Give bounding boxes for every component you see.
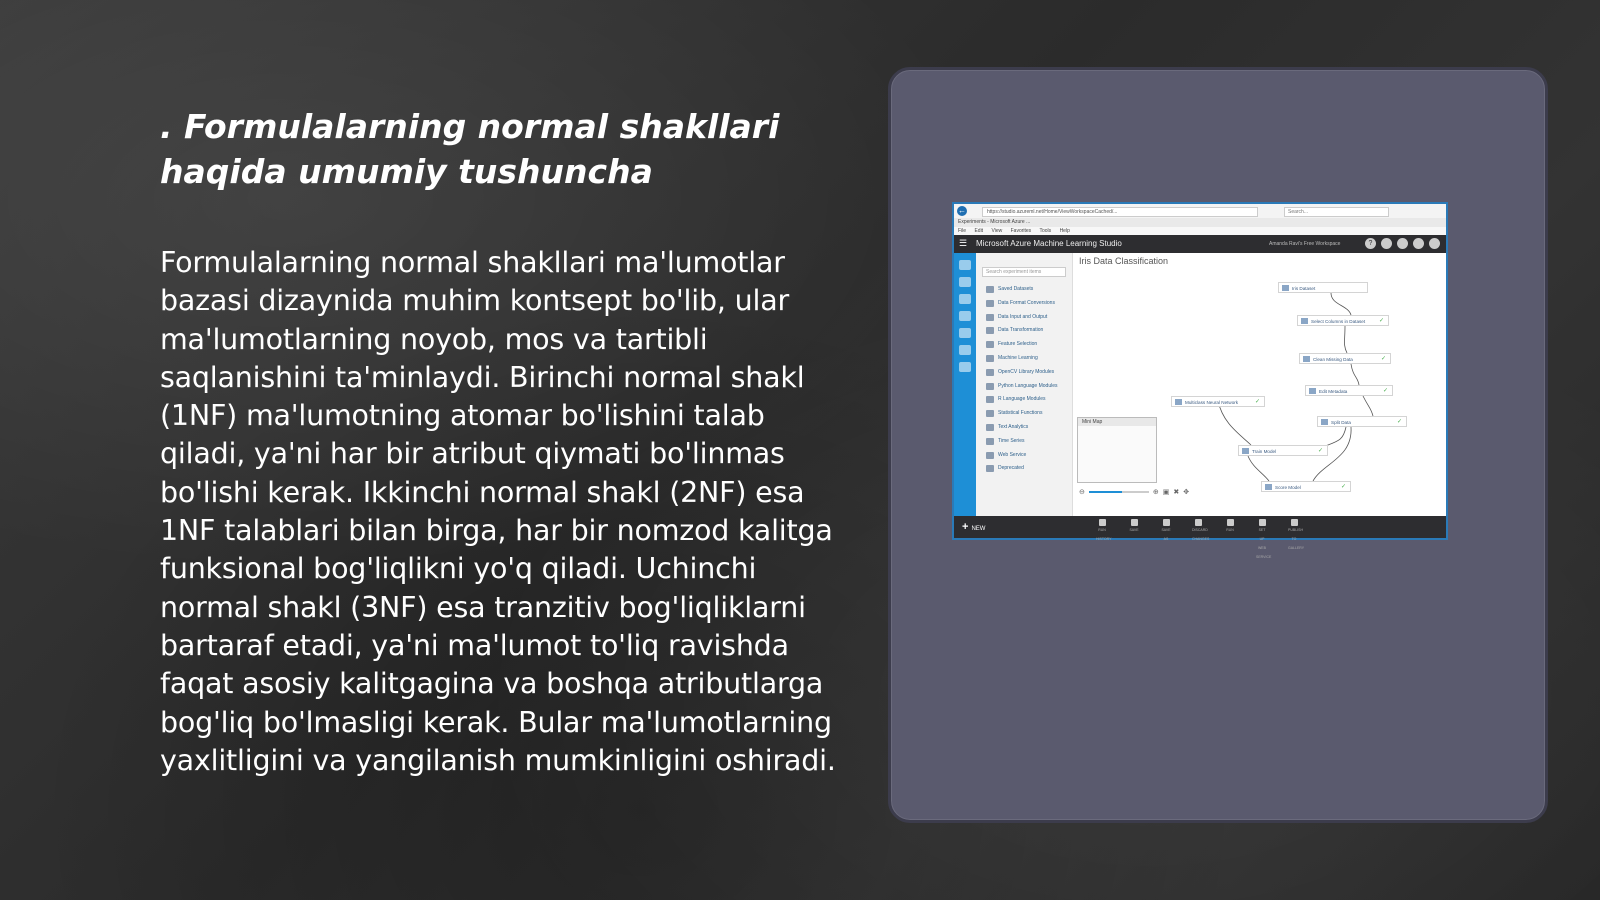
datasets-icon[interactable] <box>959 328 971 338</box>
settings-icon[interactable] <box>959 362 971 372</box>
save-button[interactable]: SAVE <box>1128 519 1140 535</box>
palette-item[interactable]: Data Input and Output <box>976 311 1072 325</box>
module-node[interactable]: Score Model ✓ <box>1261 481 1351 492</box>
palette-item[interactable]: Data Transformation <box>976 324 1072 338</box>
palette-item[interactable]: Statistical Functions <box>976 407 1072 421</box>
palette-search-input[interactable]: Search experiment items <box>982 267 1066 277</box>
experiments-icon[interactable] <box>959 277 971 287</box>
module-node[interactable]: Split Data ✓ <box>1317 416 1407 427</box>
menu-edit[interactable]: Edit <box>974 228 984 234</box>
back-icon[interactable]: ← <box>958 206 966 215</box>
menu-file[interactable]: File <box>958 228 967 234</box>
mini-map-label: Mini Map <box>1078 418 1156 426</box>
address-bar[interactable]: https://studio.azureml.net/Home/ViewWorkspaceCached/... <box>982 207 1258 217</box>
publish-button[interactable]: PUBLISH TO GALLERY <box>1288 519 1300 535</box>
module-node[interactable]: Multiclass Neural Network ✓ <box>1171 396 1265 407</box>
browser-search[interactable]: Search... <box>1284 207 1389 217</box>
palette-item[interactable]: Saved Datasets <box>976 283 1072 297</box>
pan-icon[interactable]: ✥ <box>1183 489 1190 496</box>
embedded-screenshot <box>952 202 1448 559</box>
palette-item[interactable]: Data Format Conversions <box>976 297 1072 311</box>
feedback-icon[interactable] <box>1397 238 1408 249</box>
run-history-button[interactable]: RUN HISTORY <box>1096 519 1108 535</box>
workspace-name[interactable]: Amanda Ravi's Free Workspace <box>1269 241 1341 247</box>
discard-button[interactable]: DISCARD CHANGES <box>1192 519 1204 535</box>
module-node[interactable]: Iris Dataset <box>1278 282 1368 293</box>
menu-favorites[interactable]: Favorites <box>1010 228 1032 234</box>
palette-item[interactable]: Machine Learning <box>976 352 1072 366</box>
smiley-icon[interactable] <box>1413 238 1424 249</box>
actual-size-icon[interactable]: ✖ <box>1173 489 1180 496</box>
chat-icon[interactable] <box>1381 238 1392 249</box>
trained-models-icon[interactable] <box>959 345 971 355</box>
web-services-icon[interactable] <box>959 294 971 304</box>
header-icons <box>1365 238 1440 249</box>
menu-tools[interactable]: Tools <box>1039 228 1052 234</box>
zoom-control[interactable] <box>1079 487 1239 497</box>
new-button[interactable]: + NEW <box>962 521 986 533</box>
palette-item[interactable]: Deprecated <box>976 462 1072 476</box>
palette-item[interactable]: Text Analytics <box>976 421 1072 435</box>
projects-icon[interactable] <box>959 260 971 270</box>
experiment-canvas[interactable] <box>1073 253 1446 516</box>
app-title: Microsoft Azure Machine Learning Studio <box>976 239 1122 248</box>
slide-body-text: Formulalarning normal shakllari ma'lumotlar bazasi dizaynida muhim kontsept bo'lib, ular ma'lumotlarning noyob, mos va tartibli saqlanishini ta'minlaydi. Birinchi normal shakl (1NF) ma'lumotning atomar bo'lishini talab qiladi, ya'ni har bir atribut qiymati bo'linmas bo'lishi kerak. Ikkinchi normal shakl (2NF) esa 1NF talablari bilan birga, har bir nomzod kalitga funksional bog'liqlikni yo'q qiladi. Uchinchi normal shakl (3NF) esa tranzitiv bog'liqliklarni bartaraf etadi, ya'ni ma'lumot to'liq ravishda faqat asosiy kalitgagina va boshqa atributlarga bog'liq bo'lmasligi kerak. Bular ma'lumotlarning yaxlitligini va yangilanish mumkinligini oshiradi. <box>160 246 836 777</box>
palette-item[interactable]: Web Service <box>976 449 1072 463</box>
avatar[interactable] <box>1429 238 1440 249</box>
command-bar <box>954 516 1446 559</box>
palette-item[interactable]: Time Series <box>976 435 1072 449</box>
mini-map[interactable] <box>1077 417 1157 483</box>
module-palette <box>976 253 1073 516</box>
menu-view[interactable]: View <box>991 228 1003 234</box>
slide-title: . Formulalarning normal shakllari haqida umumiy tushuncha <box>160 107 780 191</box>
module-node[interactable]: Select Columns in Dataset ✓ <box>1297 315 1389 326</box>
menu-help[interactable]: Help <box>1059 228 1070 234</box>
command-actions <box>1096 519 1305 559</box>
palette-item[interactable]: OpenCV Library Modules <box>976 366 1072 380</box>
zoom-in-icon[interactable]: ⊕ <box>1152 489 1159 496</box>
zoom-slider[interactable] <box>1089 491 1149 493</box>
palette-item[interactable]: R Language Modules <box>976 393 1072 407</box>
help-icon[interactable]: ? <box>1365 238 1376 249</box>
notebooks-icon[interactable] <box>959 311 971 321</box>
browser-tab[interactable]: Experiments - Microsoft Azure ... <box>954 218 1446 227</box>
palette-item[interactable]: Python Language Modules <box>976 380 1072 394</box>
zoom-out-icon[interactable]: ⊖ <box>1079 489 1085 496</box>
module-node[interactable]: Clean Missing Data ✓ <box>1299 353 1391 364</box>
module-node[interactable]: Train Model ✓ <box>1238 445 1328 456</box>
web-service-button[interactable]: SET UP WEB SERVICE <box>1256 519 1268 535</box>
hamburger-icon[interactable]: ☰ <box>959 238 968 248</box>
browser-toolbar <box>954 204 1446 219</box>
fit-icon[interactable]: ▣ <box>1162 489 1170 496</box>
app-header <box>954 235 1446 253</box>
save-as-button[interactable]: SAVE AS <box>1160 519 1172 535</box>
palette-item[interactable]: Feature Selection <box>976 338 1072 352</box>
left-rail <box>954 253 976 516</box>
run-button[interactable]: RUN <box>1224 519 1236 535</box>
module-node[interactable]: Edit Metadata ✓ <box>1305 385 1393 396</box>
experiment-title[interactable]: Iris Data Classification <box>1079 256 1169 266</box>
zoom-slider-fill <box>1089 491 1122 493</box>
